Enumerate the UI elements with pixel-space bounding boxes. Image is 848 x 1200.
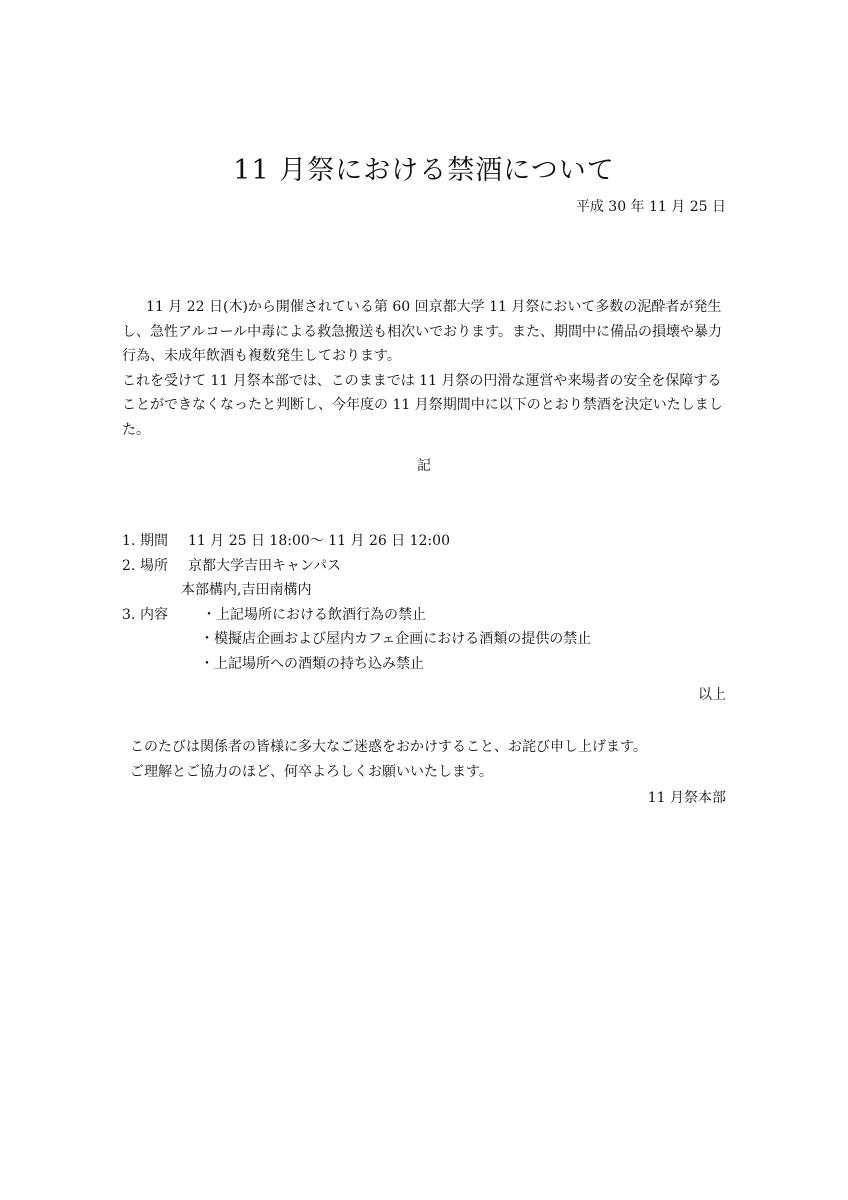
signer: 11 月祭本部 — [647, 790, 726, 806]
item-content-bullet — [122, 627, 728, 652]
document-date: 平成 30 年 11 月 25 日 — [575, 199, 726, 215]
item-content-bullet — [122, 652, 728, 677]
item-number: 3. — [122, 606, 136, 623]
ki-heading: 記 — [417, 458, 431, 474]
closing-apology: このたびは関係者の皆様に多大なご迷惑をおかけすること、お詫び申し上げます。 — [130, 739, 647, 755]
ijo-end-mark: 以上 — [698, 687, 726, 703]
item-period — [122, 529, 728, 554]
paragraph-decision: これを受けて 11 月祭本部では、このままでは 11 月祭の円滑な運営や来場者の安全を保障することができなくなったと判断し、今年度の 11 月祭期間中に以下のとおり禁酒を決定いたしました。 — [122, 372, 723, 438]
item-bullet: ・上記場所における飲酒行為の禁止 — [202, 606, 426, 623]
item-value: 本部構内,吉田南構内 — [181, 582, 312, 598]
item-label: 場所 — [140, 557, 168, 574]
notice-items — [122, 529, 728, 676]
item-value: 11 月 25 日 18:00～ 11 月 26 日 12:00 — [188, 533, 451, 549]
item-place — [122, 554, 728, 579]
body-text — [122, 295, 728, 442]
item-bullet: ・模擬店企画および屋内カフェ企画における酒類の提供の禁止 — [200, 631, 592, 647]
item-bullet: ・上記場所への酒類の持ち込み禁止 — [200, 655, 424, 672]
closing-request: ご理解とご協力のほど、何卒よろしくお願いいたします。 — [130, 764, 493, 780]
item-value: 京都大学吉田キャンパス — [188, 557, 342, 574]
closing-text — [130, 735, 647, 785]
item-number: 2. — [122, 557, 136, 574]
item-number: 1. — [122, 533, 136, 549]
paragraph-incident: 11 月 22 日(木)から開催されている第 60 回京都大学 11 月祭において多数の泥酔者が発生し、急性アルコール中毒による救急搬送も相次いでおります。また、期間中に備品の損壊や暴力行為、未成年飲酒も複数発生しております。 — [122, 299, 723, 364]
document-title: 11 月祭における禁酒について — [233, 155, 615, 186]
item-place-detail — [122, 578, 728, 603]
item-label: 期間 — [140, 533, 168, 549]
item-label: 内容 — [140, 606, 168, 623]
item-content — [122, 603, 728, 628]
